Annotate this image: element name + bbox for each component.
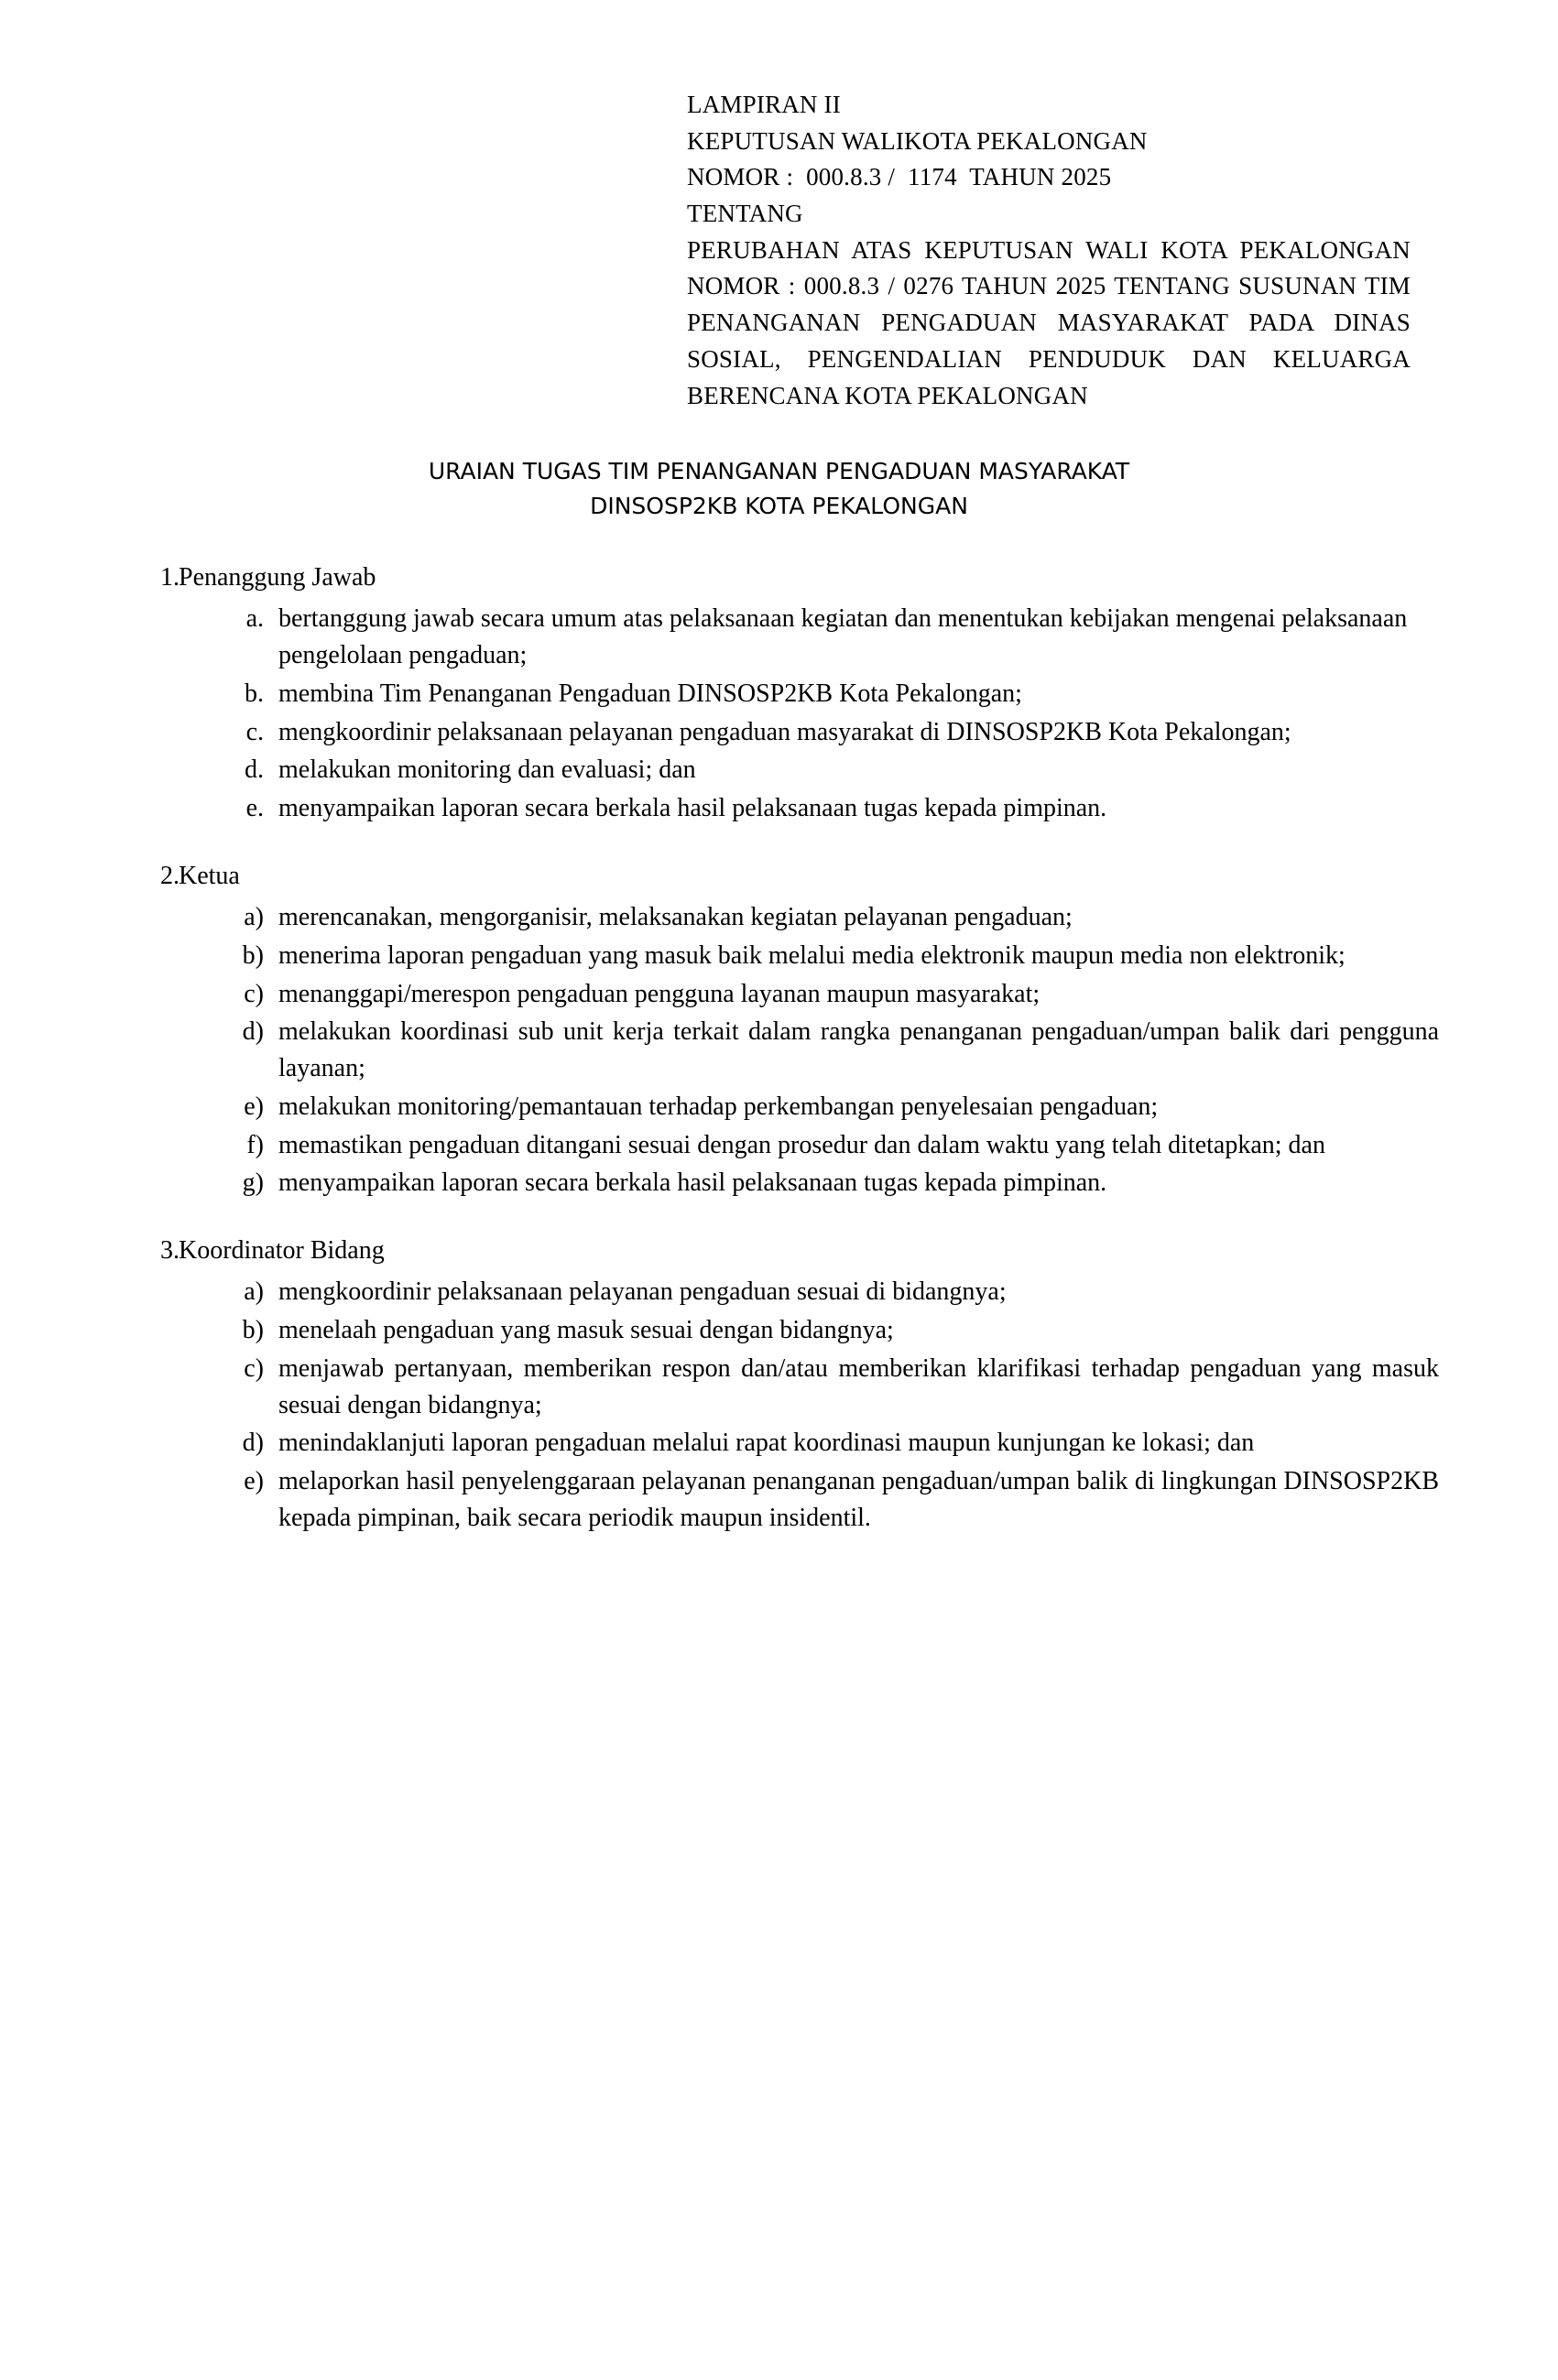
list-item — [119, 790, 1439, 827]
list-item-text: menanggapi/merespon pengaduan pengguna layanan maupun masyarakat; — [278, 979, 1040, 1008]
list-item — [119, 1312, 1439, 1349]
list-item — [119, 1014, 1439, 1087]
header-paragraph: PERUBAHAN ATAS KEPUTUSAN WALI KOTA PEKALONGAN NOMOR : 000.8.3 / 0276 TAHUN 2025 TENTANG SUSUNAN TIM PENANGANAN PENGADUAN MASYARAKAT PADA DINAS SOSIAL, PENGENDALIAN PENDUDUK DAN KELUARGA BERENCANA KOTA PEKALONGAN — [687, 235, 1411, 409]
list-item-marker: e) — [244, 1092, 264, 1121]
list-item-marker: d) — [242, 1017, 264, 1047]
list-item-text: melaporkan hasil penyelenggaraan pelayanan penanganan pengaduan/umpan balik di lingkungan DINSOSP2KB kepada pimpinan, baik secara periodik maupun insidentil. — [278, 1467, 1439, 1532]
list-item-text: membina Tim Penanganan Pengaduan DINSOSP2KB Kota Pekalongan; — [278, 679, 1022, 708]
page-title — [119, 454, 1439, 523]
list-item-text: bertanggung jawab secara umum atas pelaksanaan kegiatan dan menentukan kebijakan mengenai pelaksanaan pengelolaan pengaduan; — [278, 604, 1408, 670]
list-item-text: memastikan pengaduan ditangani sesuai dengan prosedur dan dalam waktu yang telah ditetapkan; dan — [278, 1130, 1325, 1159]
list-item — [119, 1089, 1439, 1125]
section — [119, 858, 1439, 1201]
list-item-text: mengkoordinir pelaksanaan pelayanan pengaduan masyarakat di DINSOSP2KB Kota Pekalongan; — [278, 717, 1291, 746]
list-item-text: menjawab pertanyaan, memberikan respon dan/atau memberikan klarifikasi terhadap pengaduan yang masuk sesuai dengan bidangnya; — [278, 1353, 1439, 1419]
list-item — [119, 899, 1439, 936]
list-item — [119, 976, 1439, 1013]
header-line-tentang: TENTANG — [687, 200, 803, 228]
list-item — [119, 676, 1439, 712]
list-item-marker: e. — [245, 794, 264, 823]
list-item-marker: e) — [244, 1467, 264, 1495]
list-item-text: melakukan monitoring dan evaluasi; dan — [278, 755, 696, 785]
list-item-text: menerima laporan pengaduan yang masuk baik melalui media elektronik maupun media non elektronik; — [278, 940, 1346, 970]
list-item-marker: c. — [245, 717, 264, 746]
list-item — [119, 1274, 1439, 1310]
list-item — [119, 1127, 1439, 1164]
list-item-text: menyampaikan laporan secara berkala hasil pelaksanaan tugas kepada pimpinan. — [278, 794, 1107, 823]
section-title: Koordinator Bidang — [179, 1236, 385, 1266]
section-heading — [119, 858, 1439, 894]
list-item-marker: a. — [245, 604, 264, 634]
header-line-keputusan: KEPUTUSAN WALIKOTA PEKALONGAN — [687, 126, 1148, 155]
list-item-marker: c) — [244, 979, 264, 1008]
list-item-marker: f) — [246, 1130, 264, 1159]
list-item-text: melakukan monitoring/pemantauan terhadap perkembangan penyelesaian pengaduan; — [278, 1092, 1159, 1121]
list-item — [119, 601, 1439, 674]
list-item-marker: g) — [242, 1168, 264, 1198]
list-item — [119, 1463, 1439, 1537]
list-item-text: merencanakan, mengorganisir, melaksanakan kegiatan pelayanan pengaduan; — [278, 903, 1073, 932]
section — [119, 560, 1439, 827]
page-title-line-2: DINSOSP2KB KOTA PEKALONGAN — [590, 492, 968, 519]
list-item-text: menelaah pengaduan yang masuk sesuai dengan bidangnya; — [278, 1316, 894, 1344]
header-line-lampiran: LAMPIRAN II — [687, 91, 841, 118]
list-item-marker: b. — [245, 679, 264, 708]
section-number: 1. — [160, 563, 180, 592]
section-title: Penanggung Jawab — [179, 563, 376, 592]
page-title-line-1: URAIAN TUGAS TIM PENANGANAN PENGADUAN MASYARAKAT — [428, 458, 1130, 485]
list-item-text: menindaklanjuti laporan pengaduan melalui rapat koordinasi maupun kunjungan ke lokasi; dan — [278, 1429, 1255, 1458]
list-item-marker: b) — [242, 1316, 264, 1344]
section-items — [119, 899, 1439, 1201]
list-item-marker: a) — [244, 903, 264, 932]
section-heading — [119, 560, 1439, 595]
section-items — [119, 601, 1439, 827]
section-items — [119, 1274, 1439, 1536]
document-header — [687, 87, 1411, 414]
section-number: 3. — [160, 1236, 180, 1266]
list-item-text: menyampaikan laporan secara berkala hasil pelaksanaan tugas kepada pimpinan. — [278, 1168, 1107, 1198]
sections-container — [119, 560, 1439, 1536]
section-title: Ketua — [179, 861, 240, 890]
section-heading — [119, 1233, 1439, 1268]
section — [119, 1233, 1439, 1536]
list-item — [119, 752, 1439, 788]
list-item-marker: b) — [242, 940, 264, 970]
list-item — [119, 1425, 1439, 1462]
section-number: 2. — [160, 861, 180, 890]
list-item-text: mengkoordinir pelaksanaan pelayanan pengaduan sesuai di bidangnya; — [278, 1277, 1007, 1307]
list-item-text: melakukan koordinasi sub unit kerja terkait dalam rangka penanganan pengaduan/umpan balik dari pengguna layanan; — [278, 1017, 1439, 1083]
header-line-nomor: NOMOR : 000.8.3 / 1174 TAHUN 2025 — [687, 163, 1112, 191]
list-item — [119, 714, 1439, 751]
list-item-marker: d. — [245, 755, 264, 785]
list-item-marker: d) — [242, 1429, 264, 1458]
list-item-marker: c) — [244, 1353, 264, 1383]
list-item — [119, 1351, 1439, 1424]
list-item-marker: a) — [244, 1277, 264, 1307]
list-item — [119, 1165, 1439, 1201]
list-item — [119, 938, 1439, 974]
